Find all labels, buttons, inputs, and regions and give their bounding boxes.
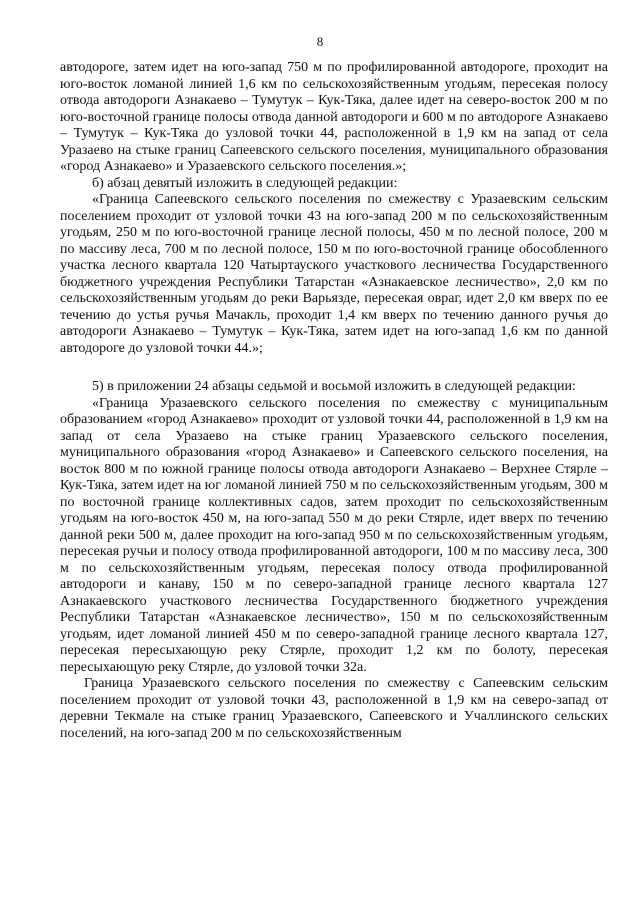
paragraph-sapeevsky-border: «Граница Сапеевского сельского поселения по смежеству с Уразаевским сельским поселением проходит от узловой точки 43 на юго-запад 200 м по сельскохозяйственным угодьям, 250 м по юго-восточной границе лесной полосы, 450 м по лесной полосе, 200 м по массиву леса, 700 м по лесной полосе, 150 м по юго-восточной границе обособленного участка лесного квартала 120 Чатыртауского участкового лесничества Государственного бюджетного учреждения Республики Татарстан «Азнакаевское лесничество», 2,0 км по сельскохозяйственным угодьям до реки Варьязде, пересекая овраг, идет 2,0 км вверх по ее течению до устья ручья Мачакль, проходит 1,4 км вверх по течению данного ручья до автодороги Азнакаево – Тумутук – Кук-Тяка, затем идет на юго-запад 1,6 км по данной автодороге до узловой точки 44.»; <box>60 192 608 356</box>
page-number: 8 <box>316 34 324 49</box>
paragraph-urazaevsky-sapeevsky-border: Граница Уразаевского сельского поселения по смежеству с Сапеевским сельским поселением проходит от узловой точки 43, расположенной в 1,9 км на северо-запад от деревни Текмале на стыке границ Уразаевского, Сапеевского и Учаллинского сельских поселений, на юго-запад 200 м по сельскохозяйственным <box>60 676 608 741</box>
paragraph-gap <box>60 357 608 379</box>
document-body <box>60 60 608 742</box>
paragraph-amendment-b: б) абзац девятый изложить в следующей редакции: <box>92 175 398 191</box>
paragraph-continuation: автодороге, затем идет на юго-запад 750 м по профилированной автодороге, проходит на юго-восток ломаной линией 1,6 км по сельскохозяйственным угодьям, пересекая полосу отвода автодороги Азнакаево – Тумутук – Кук-Тяка, далее идет на северо-восток 200 м по юго-восточной границе полосы отвода данной автодороги и 600 м по автодороге Азнакаево – Тумутук – Кук-Тяка до узловой точки 44, расположенной в 1,9 км на запад от села Уразаево на стыке границ Сапеевского сельского поселения, муниципального образования «город Азнакаево» и Уразаевского сельского поселения.»; <box>60 60 608 174</box>
paragraph-urazaevsky-aznakaevo-border: «Граница Уразаевского сельского поселения по смежеству с муниципальным образованием «город Азнакаево» проходит от узловой точки 44, расположенной в 1,9 км на запад от села Уразаево на стыке границ Уразаевского сельского поселения, муниципального образования «город Азнакаево» и Сапеевского сельского поселения, на восток 800 м по южной границе полосы отвода автодороги Азнакаево – Верхнее Стярле – Кук-Тяка, затем идет на юг ломаной линией 750 м по сельскохозяйственным угодьям, 300 м по восточной границе коллективных садов, затем проходит по сельскохозяйственным угодьям на юго-восток 450 м, на юго-запад 550 м до реки Стярле, идет вверх по течению данной реки 500 м, далее проходит на юго-запад 950 м по сельскохозяйственным угодьям, пересекая ручьи и полосу отвода профилированной автодороги, 100 м по массиву леса, 300 м по сельскохозяйственным угодьям, пересекая полосу отвода профилированной автодороги и канаву, 150 м по северо-западной границе лесного квартала 127 Азнакаевского участкового лесничества Государственного бюджетного учреждения Республики Татарстан «Азнакаевское лесничество», 150 м по сельскохозяйственным угодьям, идет ломаной линией 450 м по северо-западной границе лесного квартала 127, пересекая пересыхающую реку Стярле, проходит 1,2 км по болоту, пересекая пересыхающую реку Стярле, до узловой точки 32а. <box>60 395 608 675</box>
paragraph-amendment-5: 5) в приложении 24 абзацы седьмой и восьмой изложить в следующей редакции: <box>92 379 576 394</box>
